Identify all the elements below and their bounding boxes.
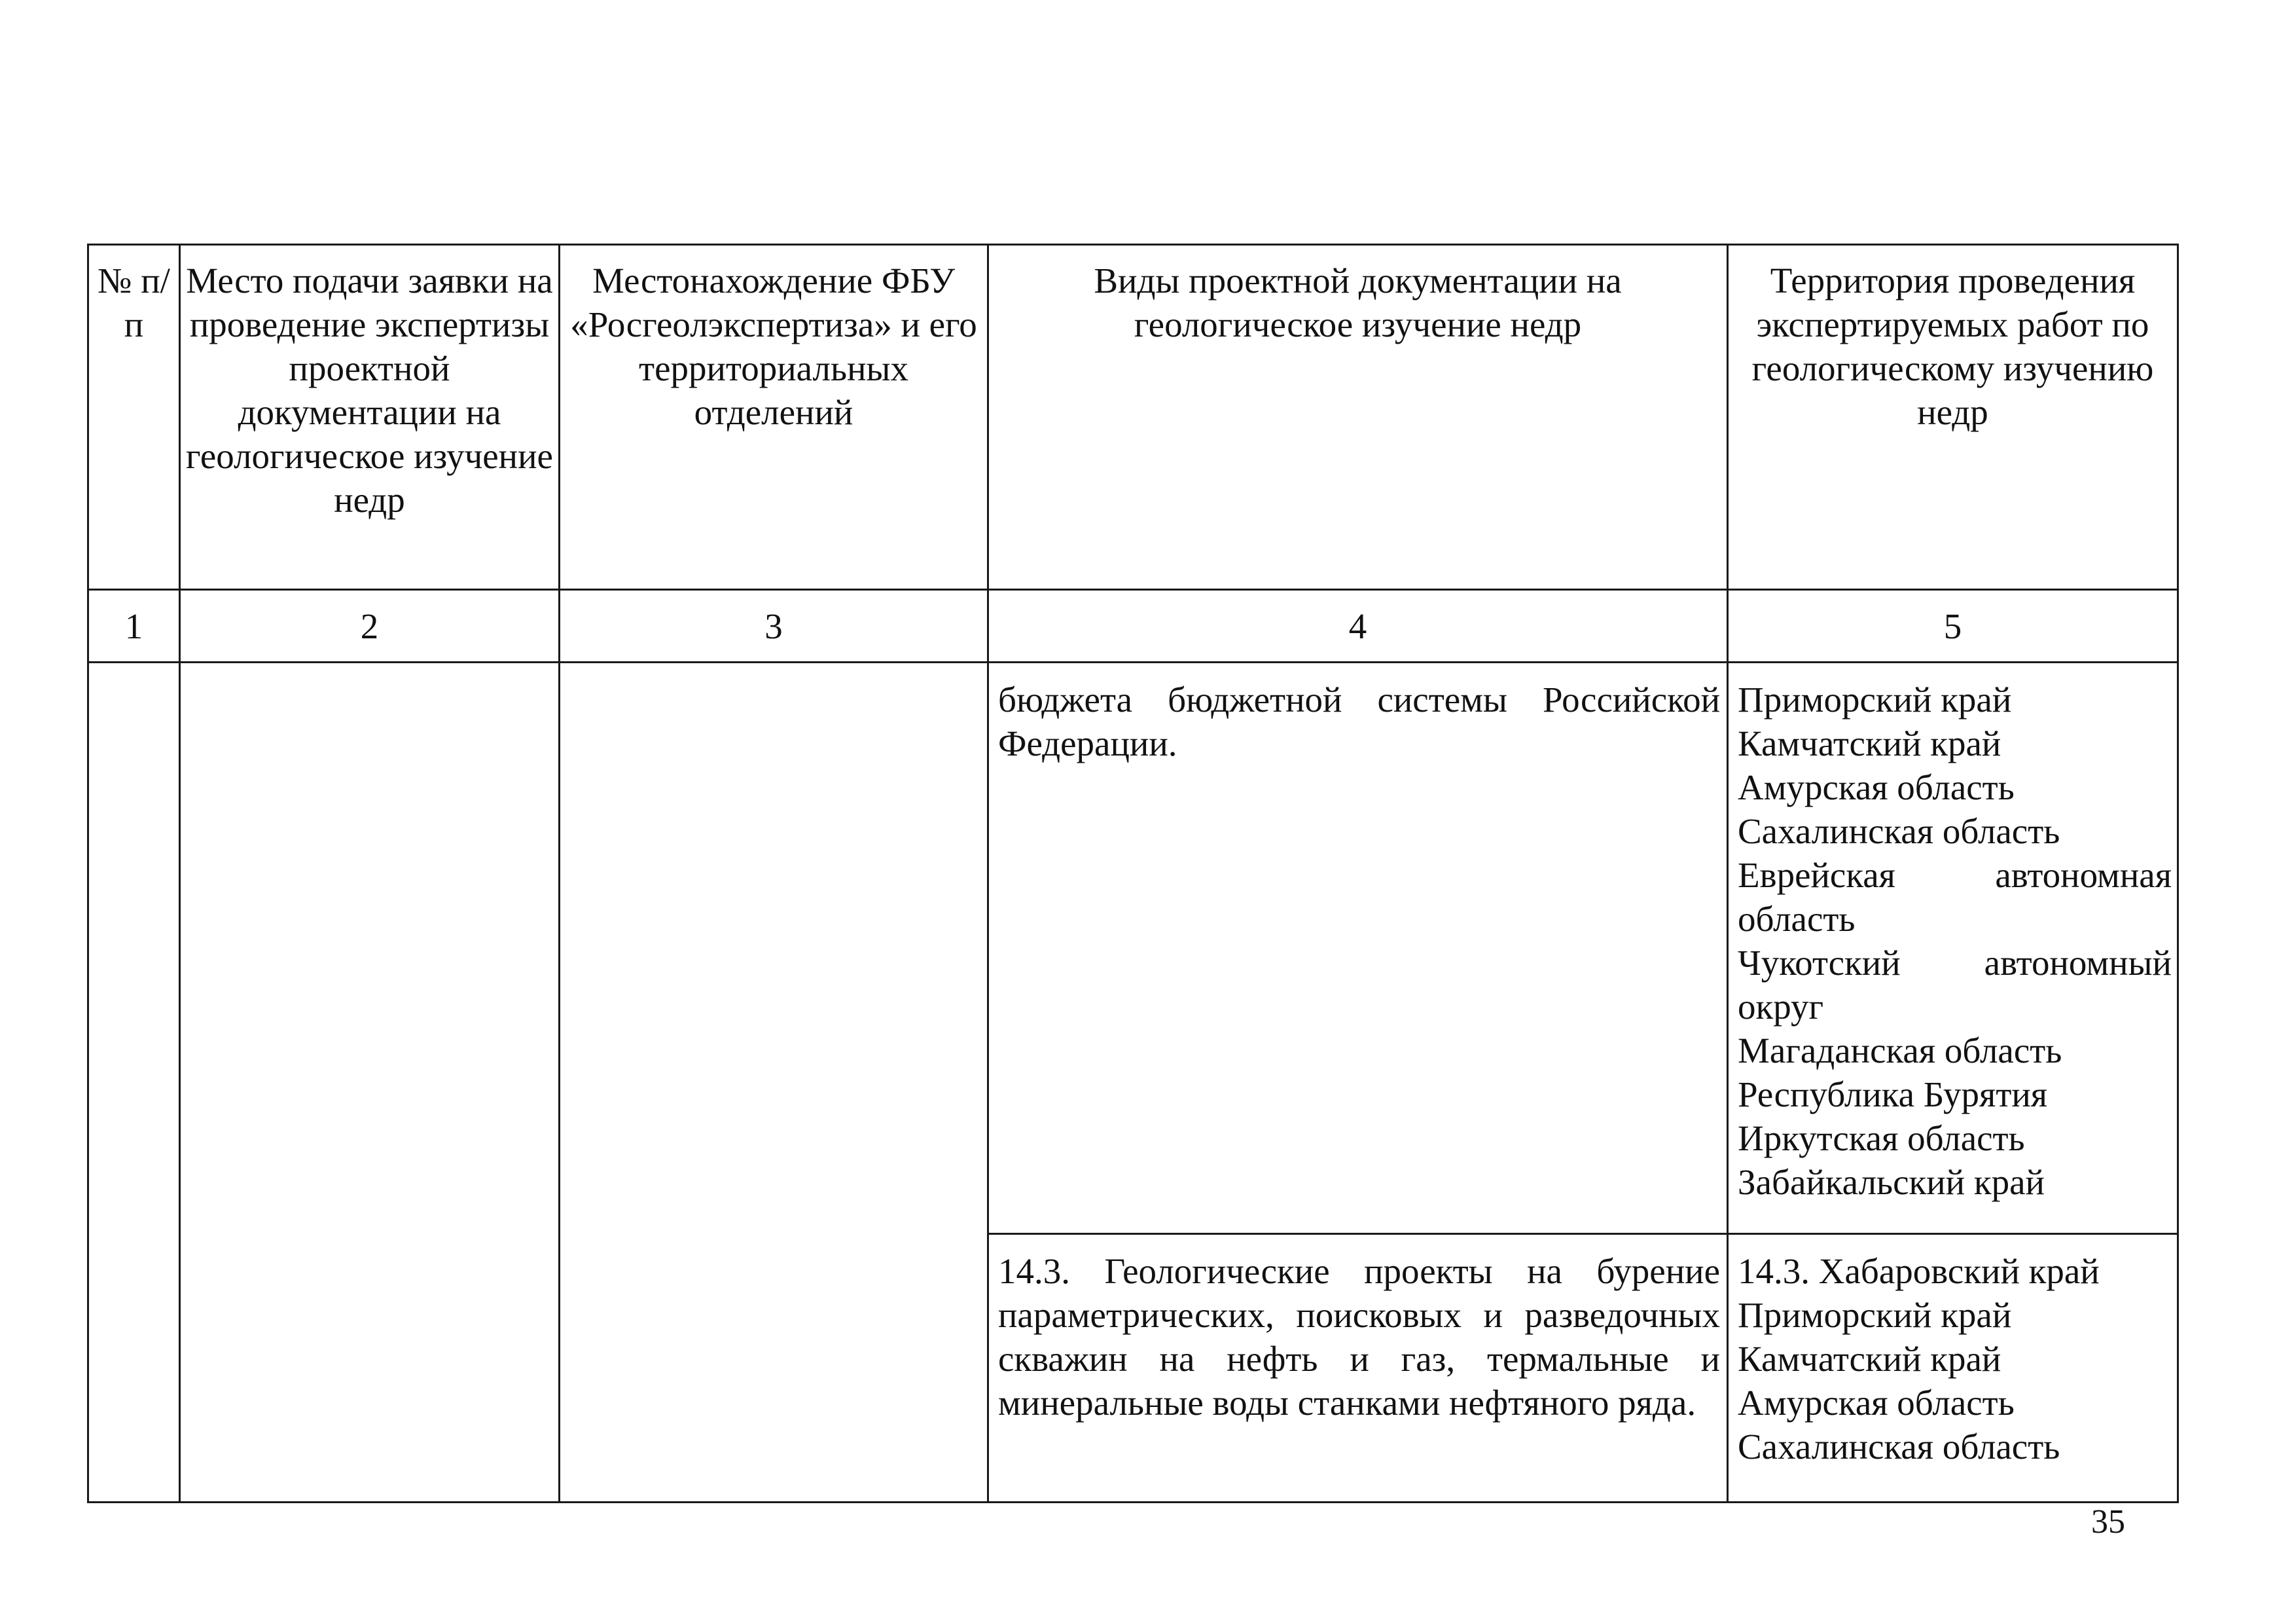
cell-documentation-type: бюджета бюджетной системы Российской Федерации. xyxy=(988,663,1728,1234)
column-number: 2 xyxy=(180,590,560,663)
cell-fbu-location-empty xyxy=(560,663,988,1503)
column-number: 3 xyxy=(560,590,988,663)
header-territory: Территория проведения экспертируемых работ по геологическому изучению недр xyxy=(1728,245,2178,590)
region-item: Камчатский край xyxy=(1738,1339,2001,1379)
cell-application-place-empty xyxy=(180,663,560,1503)
column-number: 4 xyxy=(988,590,1728,663)
region-item: Камчатский край xyxy=(1738,723,2001,763)
region-item: Сахалинская область xyxy=(1738,811,2060,851)
region-item: Еврейская автономная область xyxy=(1738,855,2172,939)
cell-number-empty xyxy=(88,663,180,1503)
region-item: Амурская область xyxy=(1738,767,2015,807)
table-row xyxy=(88,663,2178,1234)
region-item: Сахалинская область xyxy=(1738,1427,2060,1467)
table-header-row xyxy=(88,245,2178,590)
region-item: Чукотский автономный округ xyxy=(1738,943,2172,1027)
header-fbu-location: Местонахождение ФБУ «Росгеолэкспертиза» и его территориальных отделений xyxy=(560,245,988,590)
region-item: Приморский край xyxy=(1738,1295,2012,1335)
header-number: № п/п xyxy=(88,245,180,590)
region-item: Магаданская область xyxy=(1738,1030,2062,1070)
column-number: 5 xyxy=(1728,590,2178,663)
cell-territory-list xyxy=(1728,1234,2178,1503)
page-number: 35 xyxy=(2091,1503,2125,1541)
cell-documentation-type: 14.3. Геологические проекты на бурение параметрических, поисковых и разведочных скважин на нефть и газ, термальные и минеральные воды станками нефтяного ряда. xyxy=(988,1234,1728,1503)
region-item: Республика Бурятия xyxy=(1738,1074,2048,1114)
region-item: 14.3. Хабаровский край xyxy=(1738,1251,2100,1291)
region-item: Забайкальский край xyxy=(1738,1162,2045,1202)
column-number: 1 xyxy=(88,590,180,663)
header-documentation-types: Виды проектной документации на геологическое изучение недр xyxy=(988,245,1728,590)
column-number-row xyxy=(88,590,2178,663)
regulation-table xyxy=(87,244,2179,1503)
cell-territory-list xyxy=(1728,663,2178,1234)
region-item: Иркутская область xyxy=(1738,1118,2025,1158)
header-application-place: Место подачи заявки на проведение экспертизы проектной документации на геологическое изучение недр xyxy=(180,245,560,590)
region-item: Приморский край xyxy=(1738,680,2012,720)
region-item: Амурская область xyxy=(1738,1383,2015,1423)
